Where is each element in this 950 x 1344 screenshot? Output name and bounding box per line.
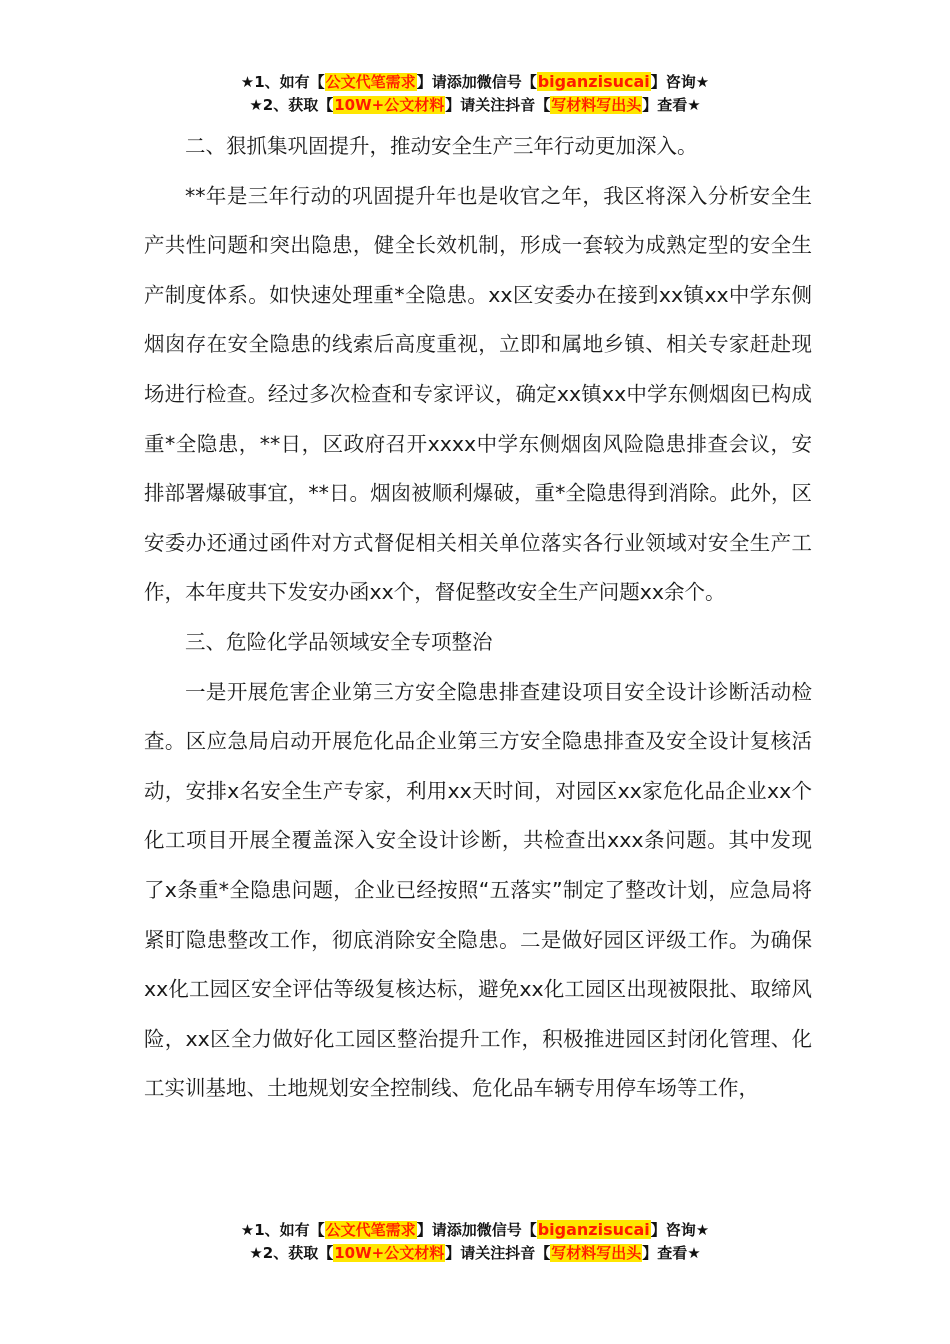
bottom-promo-banner [0, 1218, 950, 1265]
promo-line-1-middle: 】请添加微信号【 [416, 1221, 537, 1239]
promo-line-2-middle: 】请关注抖音【 [445, 1244, 551, 1262]
promo-highlight-materials: 10W+公文材料 [334, 96, 445, 114]
promo-line-2-prefix: ★2、获取【 [249, 1244, 334, 1262]
paragraph-three-year-action: **年是三年行动的巩固提升年也是收官之年，我区将深入分析安全生产共性问题和突出隐患，健全长效机制，形成一套较为成熟定型的安全生产制度体系。如快速处理重*全隐患。xx区安委办在接到xx镇xx中学东侧烟囱存在安全隐患的线索后高度重视，立即和属地乡镇、相关专家赶赴现场进行检查。经过多次检查和专家评议，确定xx镇xx中学东侧烟囱已构成重*全隐患，**日，区政府召开xxxx中学东侧烟囱风险隐患排查会议，安排部署爆破事宜，**日。烟囱被顺利爆破，重*全隐患得到消除。此外，区安委办还通过函件对方式督促相关相关单位落实各行业领域对安全生产工作，本年度共下发安办函xx个，督促整改安全生产问题xx余个。 [144, 183, 812, 605]
promo-highlight-writing-service: 公文代笔需求 [325, 73, 416, 91]
promo-line-2-middle: 】请关注抖音【 [445, 96, 551, 114]
promo-line-1-suffix: 】咨询★ [650, 73, 710, 91]
promo-line-1-prefix: ★1、如有【 [240, 73, 325, 91]
promo-highlight-douyin-account: 写材料写出头 [551, 1244, 642, 1262]
promo-line-1-middle: 】请添加微信号【 [416, 73, 537, 91]
promo-line-1-prefix: ★1、如有【 [240, 1221, 325, 1239]
document-body [144, 122, 812, 1114]
promo-line-2 [0, 1242, 950, 1265]
promo-line-1 [0, 70, 950, 94]
promo-line-2-suffix: 】查看★ [642, 96, 701, 114]
promo-highlight-wechat-id: biganzisucai [537, 72, 650, 91]
promo-line-2-prefix: ★2、获取【 [249, 96, 334, 114]
promo-line-2 [0, 94, 950, 117]
top-promo-banner [0, 70, 950, 117]
promo-highlight-wechat-id: biganzisucai [537, 1220, 650, 1239]
promo-line-2-suffix: 】查看★ [642, 1244, 701, 1262]
promo-highlight-douyin-account: 写材料写出头 [551, 96, 642, 114]
promo-line-1-suffix: 】咨询★ [650, 1221, 710, 1239]
paragraph-hazardous-chemicals: 一是开展危害企业第三方安全隐患排查建设项目安全设计诊断活动检查。区应急局启动开展危化品企业第三方安全隐患排查及安全设计复核活动，安排x名安全生产专家，利用xx天时间，对园区xx家危化品企业xx个化工项目开展全覆盖深入安全设计诊断，共检查出xxx条问题。其中发现了x条重*全隐患问题，企业已经按照“五落实”制定了整改计划，应急局将紧盯隐患整改工作，彻底消除安全隐患。二是做好园区评级工作。为确保xx化工园区安全评估等级复核达标，避免xx化工园区出现被限批、取缔风险，xx区全力做好化工园区整治提升工作，积极推进园区封闭化管理、化工实训基地、土地规划安全控制线、危化品车辆专用停车场等工作， [144, 679, 812, 1101]
promo-highlight-writing-service: 公文代笔需求 [325, 1221, 416, 1239]
promo-highlight-materials: 10W+公文材料 [334, 1244, 445, 1262]
promo-line-1 [0, 1218, 950, 1242]
section-heading-three: 三、危险化学品领域安全专项整治 [185, 629, 493, 654]
section-heading-two: 二、狠抓集巩固提升，推动安全生产三年行动更加深入。 [185, 134, 698, 158]
